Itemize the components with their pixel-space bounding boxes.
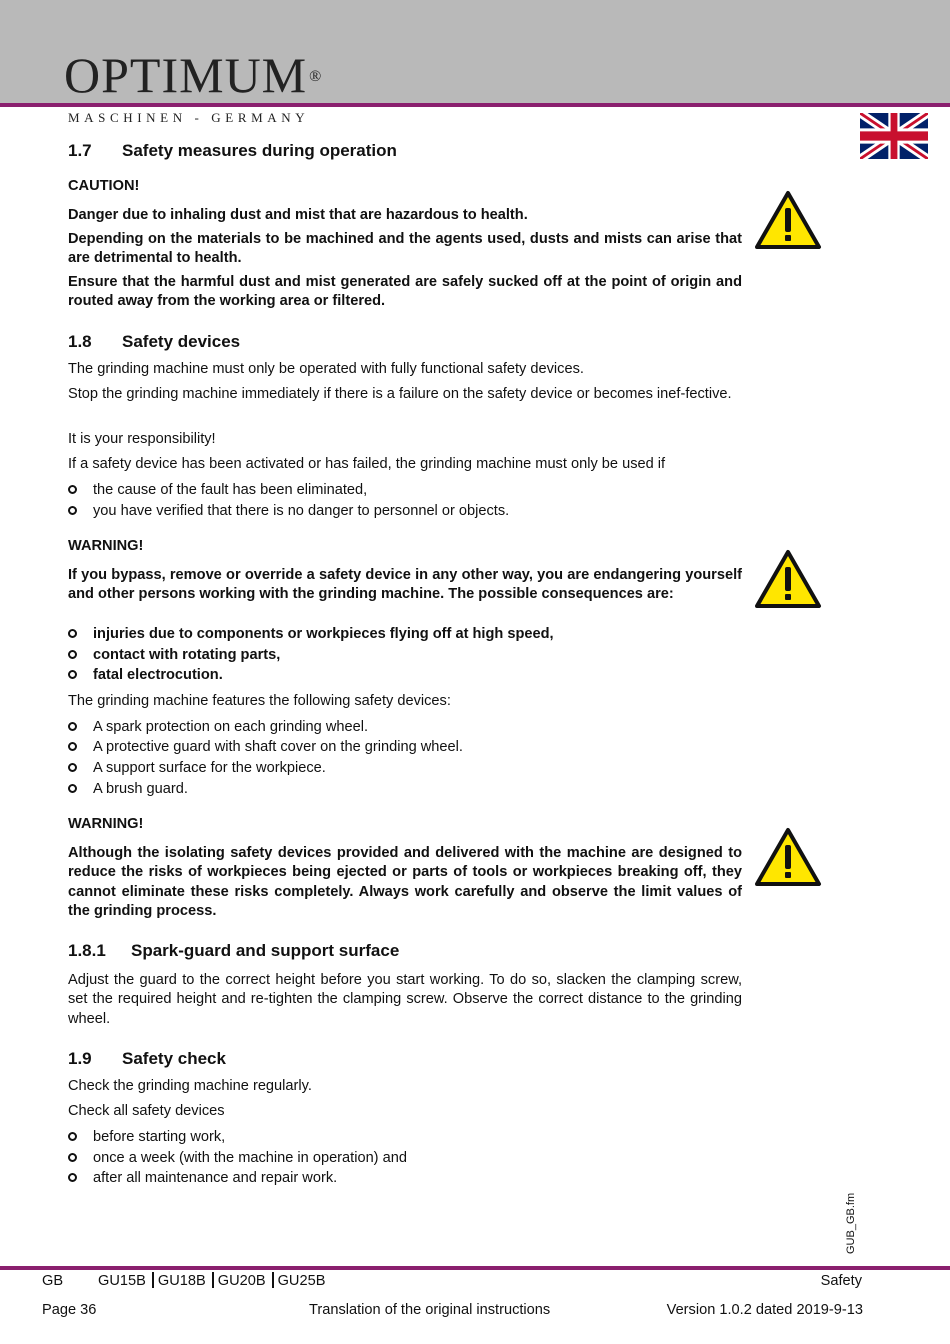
- bullet-circle-icon: [68, 722, 77, 731]
- paragraph: The grinding machine features the following safety devices:: [68, 693, 451, 709]
- paragraph: Check all safety devices: [68, 1103, 225, 1119]
- file-label: GUB_GB.fm: [845, 1192, 857, 1254]
- list-item: you have verified that there is no danger to personnel or objects.: [68, 502, 742, 521]
- footer-section: Safety: [820, 1273, 862, 1289]
- caution-label: CAUTION!: [68, 178, 140, 194]
- caution-text-2: Depending on the materials to be machined and the agents used, dusts and mists can arise that are detrimental to health.: [68, 231, 742, 267]
- bullet-circle-icon: [68, 1153, 77, 1162]
- footer-translation-note: Translation of the original instructions: [309, 1302, 551, 1318]
- footer-version: Version 1.0.2 dated 2019-9-13: [666, 1302, 863, 1318]
- paragraph: Adjust the guard to the correct height before you start working. To do so, slacken the clamping screw, set the required height and re-tighten the clamping screw. Observe the correct distance to the grinding wheel.: [68, 972, 742, 1027]
- brand-logo: OPTIMUM ®: [64, 47, 323, 103]
- list-item: A protective guard with shaft cover on the grinding wheel.: [68, 738, 742, 757]
- footer-models: GU15B GU18B GU20B GU25B: [98, 1273, 326, 1289]
- section-heading-1-7: 1.7 Safety measures during operation: [68, 141, 397, 160]
- caution-text-1: Danger due to inhaling dust and mist that are hazardous to health.: [68, 207, 528, 223]
- bullet-circle-icon: [68, 1132, 77, 1141]
- warning-label: WARNING!: [68, 816, 144, 832]
- footer-language: GB: [42, 1273, 64, 1289]
- bullet-circle-icon: [68, 485, 77, 494]
- warning-triangle-icon: [754, 190, 822, 250]
- bullet-circle-icon: [68, 763, 77, 772]
- list-item: once a week (with the machine in operation) and: [68, 1149, 742, 1168]
- warning-triangle-icon: [754, 827, 822, 887]
- bullet-circle-icon: [68, 742, 77, 751]
- list-item: A brush guard.: [68, 780, 742, 799]
- bullet-circle-icon: [68, 506, 77, 515]
- uk-flag-icon: [860, 113, 928, 159]
- bullet-circle-icon: [68, 670, 77, 679]
- brand-subtitle: MASCHINEN - GERMANY: [68, 110, 310, 125]
- footer-divider: [0, 1266, 950, 1270]
- paragraph: Stop the grinding machine immediately if there is a failure on the safety device or becomes inef-fective.: [68, 386, 732, 402]
- bullet-circle-icon: [68, 1173, 77, 1182]
- warning-triangle-icon: [754, 549, 822, 609]
- list-item: injuries due to components or workpieces flying off at high speed,: [68, 625, 742, 644]
- list-item: contact with rotating parts,: [68, 646, 742, 665]
- warning-label: WARNING!: [68, 538, 144, 554]
- paragraph: It is your responsibility!: [68, 431, 216, 447]
- section-heading-1-9: 1.9 Safety check: [68, 1049, 226, 1068]
- list-item: after all maintenance and repair work.: [68, 1169, 742, 1188]
- bullet-circle-icon: [68, 784, 77, 793]
- paragraph: If a safety device has been activated or has failed, the grinding machine must only be used if: [68, 456, 666, 472]
- page-number: Page 36: [42, 1302, 97, 1318]
- list-item: A support surface for the workpiece.: [68, 759, 742, 778]
- warning-text: If you bypass, remove or override a safety device in any other way, you are endangering yourself and other persons working with the grinding machine. The possible consequences are:: [68, 567, 742, 603]
- header-divider: [0, 103, 950, 107]
- section-heading-1-8: 1.8 Safety devices: [68, 332, 241, 351]
- list-item: the cause of the fault has been eliminated,: [68, 481, 742, 500]
- warning-text: Although the isolating safety devices provided and delivered with the machine are designed to reduce the risks of workpieces being ejected or parts of tools or workpieces breaking off, they cannot eliminate these risks completely. Always work carefully and observe the limit values of the grinding process.: [68, 845, 742, 920]
- caution-text-3: Ensure that the harmful dust and mist generated are safely sucked off at the point of origin and routed away from the working area or filtered.: [68, 274, 742, 310]
- bullet-circle-icon: [68, 629, 77, 638]
- paragraph: Check the grinding machine regularly.: [68, 1078, 312, 1094]
- bullet-circle-icon: [68, 650, 77, 659]
- section-heading-1-8-1: 1.8.1 Spark-guard and support surface: [68, 941, 400, 960]
- list-item: fatal electrocution.: [68, 666, 742, 685]
- paragraph: The grinding machine must only be operated with fully functional safety devices.: [68, 361, 584, 377]
- list-item: before starting work,: [68, 1128, 742, 1147]
- list-item: A spark protection on each grinding wheel.: [68, 718, 742, 737]
